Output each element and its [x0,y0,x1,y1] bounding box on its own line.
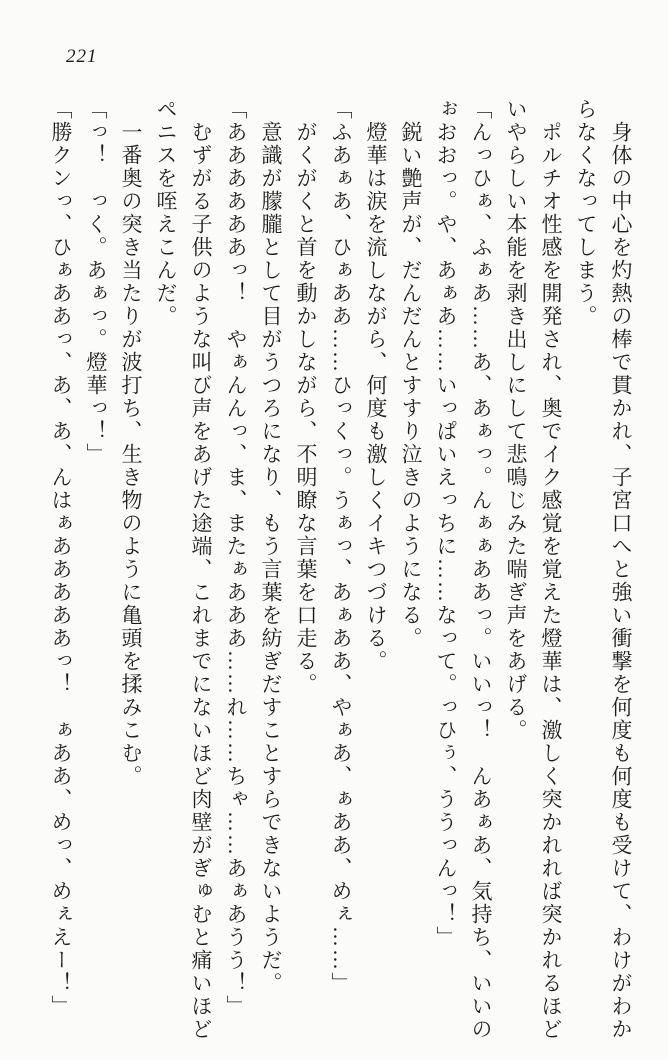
paragraph: むずがる子供のような叫び声をあげた途端、これまでにないほど肉壁がぎゅむと痛いほどペニスを咥えこんだ。 [154,98,213,1041]
paragraph: 身体の中心を灼熱の棒で貫かれ、子宮口へと強い衝撃を何度も何度も受けて、わけがわからなくなってしまう。 [574,98,633,1041]
paragraph: 一番奥の突き当たりが波打ち、生き物のように亀頭を揉みこむ。 [119,98,143,788]
paragraph: がくがくと首を動かしながら、不明瞭な言葉を口走る。 [294,98,318,696]
paragraph-dialogue: 「ふあぁあ、ひぁああ……ひっくっ。うぁっ、あぁああ、やぁあ、ぁああ、めぇ……」 [329,98,353,995]
paragraph-dialogue: 「っ！ っく。あぁっ。燈華っ！」 [84,98,108,466]
paragraph-dialogue: 「勝クンっ、ひぁああっ、あ、あ、んはぁあああああっ！ ぁああ、めっ、めぇえー！」 [49,98,73,1018]
paragraph: 鋭い艶声が、だんだんとすすり泣きのようになる。 [399,98,423,650]
paragraph-dialogue: 「ああああああっ！ やぁんんっ、ま、またぁあああ……れ……ちゃ……あぁあうう！」 [224,98,248,1018]
page-number: 221 [66,46,98,67]
vertical-text-block [34,98,638,1060]
paragraph: 燈華は涙を流しながら、何度も激しくイキつづける。 [364,98,388,673]
paragraph: ポルチオ性感を開発され、奥でイク感覚を覚えた燈華は、激しく突かれれば突かれるほどいやらしい本能を剥き出しにして悲鳴じみた喘ぎ声をあげる。 [504,98,563,1041]
paragraph: 意識が朦朧として目がうつろになり、もう言葉を紡ぎだすことすらできないようだ。 [259,98,283,995]
paragraph-dialogue: 「んっひぁ、ふぁあ……あ、あぁっ。んぁぁああっ。いいっ！ んあぁあ、気持ち、いいのぉおおっ。や、あぁあ……いっぱいえっちに……なって。っひぅ、ううっんっ！」 [434,98,493,1041]
